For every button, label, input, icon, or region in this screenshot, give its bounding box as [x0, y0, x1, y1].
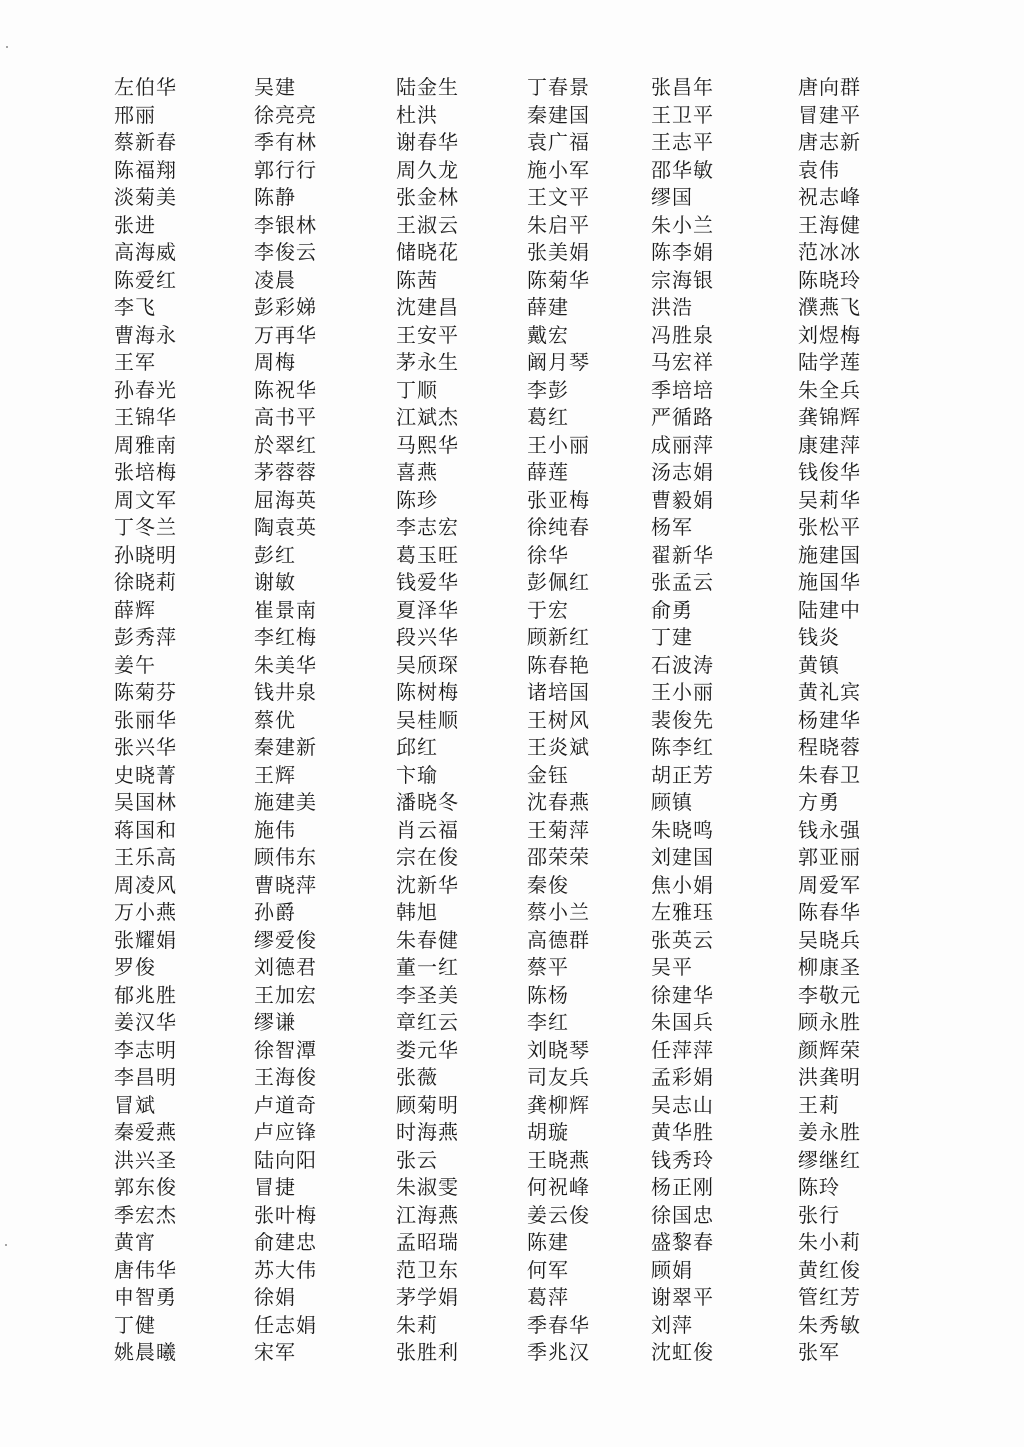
person-name: 曹毅娟 — [651, 487, 714, 512]
person-name: 徐华 — [527, 542, 569, 567]
person-name: 杨军 — [651, 515, 693, 539]
person-name: 谢翠平 — [651, 1285, 714, 1309]
person-name: 诸培国 — [527, 680, 590, 704]
person-name: 康建萍 — [798, 432, 861, 457]
person-name: 李志宏 — [396, 515, 459, 539]
person-name: 马熙华 — [396, 432, 459, 457]
person-name: 王小丽 — [651, 680, 714, 704]
person-name: 季春华 — [527, 1312, 590, 1337]
person-name: 沈虹俊 — [651, 1340, 714, 1364]
person-name: 周雅南 — [114, 432, 177, 457]
person-name: 邵荣荣 — [527, 845, 590, 869]
person-name: 谢敏 — [254, 570, 296, 594]
person-name: 施建国 — [798, 542, 861, 567]
person-name: 彭彩娣 — [254, 295, 317, 319]
person-name: 葛萍 — [527, 1285, 569, 1309]
person-name: 杨建华 — [798, 707, 861, 732]
person-name: 时海燕 — [396, 1120, 459, 1144]
person-name: 朱小莉 — [798, 1230, 861, 1254]
person-name: 邢丽 — [114, 102, 156, 127]
person-name: 周凌风 — [114, 872, 177, 897]
person-name: 万小燕 — [114, 900, 177, 924]
person-name: 陈杨 — [527, 982, 569, 1007]
person-name: 陈菊华 — [527, 267, 590, 292]
person-name: 邱红 — [396, 735, 438, 759]
person-name: 王炎斌 — [527, 735, 590, 759]
person-name: 卢应锋 — [254, 1120, 317, 1144]
person-name: 朱莉 — [396, 1312, 438, 1337]
person-name: 王安平 — [396, 322, 459, 347]
person-name: 汤志娟 — [651, 460, 714, 484]
person-name: 冒建平 — [798, 102, 861, 127]
person-name: 刘建国 — [651, 845, 714, 869]
person-name: 范冰冰 — [798, 240, 861, 264]
person-name: 胡璇 — [527, 1120, 569, 1144]
person-name: 吴桂顺 — [396, 707, 459, 732]
person-name: 陈静 — [254, 185, 296, 209]
person-name: 陈树梅 — [396, 680, 459, 704]
person-name: 冯胜泉 — [651, 322, 714, 347]
person-name: 洪浩 — [651, 295, 693, 319]
person-name: 石波涛 — [651, 652, 714, 677]
person-name: 丁顺 — [396, 377, 438, 402]
person-name: 吴国林 — [114, 790, 177, 814]
person-name: 任萍萍 — [651, 1037, 714, 1062]
person-name: 宋军 — [254, 1340, 296, 1364]
person-name: 史晓菁 — [114, 762, 177, 787]
person-name: 施国华 — [798, 570, 861, 594]
person-name: 彭秀萍 — [114, 625, 177, 649]
person-name: 顾新红 — [527, 625, 590, 649]
person-name: 李圣美 — [396, 982, 459, 1007]
person-name: 施小军 — [527, 157, 590, 182]
person-name: 张昌年 — [651, 75, 714, 99]
person-name: 陆学莲 — [798, 350, 861, 374]
person-name: 冒捷 — [254, 1175, 296, 1199]
person-name: 张金林 — [396, 185, 459, 209]
person-name: 孟彩娟 — [651, 1065, 714, 1089]
person-name: 茅永生 — [396, 350, 459, 374]
person-name: 喜燕 — [396, 460, 438, 484]
person-name: 屈海英 — [254, 487, 317, 512]
person-name: 韩旭 — [396, 900, 438, 924]
person-name: 陈祝华 — [254, 377, 317, 402]
person-name: 徐国忠 — [651, 1202, 714, 1227]
person-name: 王乐高 — [114, 845, 177, 869]
person-name: 秦建新 — [254, 735, 317, 759]
person-name: 蔡小兰 — [527, 900, 590, 924]
person-name: 张胜利 — [396, 1340, 459, 1364]
person-name: 孟昭瑞 — [396, 1230, 459, 1254]
person-name: 崔景南 — [254, 597, 317, 622]
person-name: 于宏 — [527, 597, 569, 622]
person-name: 刘萍 — [651, 1312, 693, 1337]
person-name: 金钰 — [527, 762, 569, 787]
person-name: 何军 — [527, 1257, 569, 1282]
person-name: 张培梅 — [114, 460, 177, 484]
person-name: 孙爵 — [254, 900, 296, 924]
person-name: 方勇 — [798, 790, 840, 814]
person-name: 黄华胜 — [651, 1120, 714, 1144]
person-name: 王小丽 — [527, 432, 590, 457]
person-name: 祝志峰 — [798, 185, 861, 209]
person-name: 朱秀敏 — [798, 1312, 861, 1337]
person-name: 钱井泉 — [254, 680, 317, 704]
person-name: 张叶梅 — [254, 1202, 317, 1227]
person-name: 冒斌 — [114, 1092, 156, 1117]
person-name: 郭东俊 — [114, 1175, 177, 1199]
person-name: 沈春燕 — [527, 790, 590, 814]
person-name: 李红梅 — [254, 625, 317, 649]
person-name: 沈建昌 — [396, 295, 459, 319]
person-name: 李银林 — [254, 212, 317, 237]
person-name: 唐志新 — [798, 130, 861, 154]
person-name: 黄红俊 — [798, 1257, 861, 1282]
person-name: 杜洪 — [396, 102, 438, 127]
person-name: 徐纯春 — [527, 515, 590, 539]
person-name: 钱炎 — [798, 625, 840, 649]
person-name: 茅学娟 — [396, 1285, 459, 1309]
person-name: 凌晨 — [254, 267, 296, 292]
person-name: 陈爱红 — [114, 267, 177, 292]
person-name: 钱俊华 — [798, 460, 861, 484]
person-name: 张耀娟 — [114, 927, 177, 952]
person-name: 邵华敏 — [651, 157, 714, 182]
scan-speck — [6, 46, 8, 48]
person-name: 孙晓明 — [114, 542, 177, 567]
person-name: 徐亮亮 — [254, 102, 317, 127]
person-name: 陈玲 — [798, 1175, 840, 1199]
person-name: 姜午 — [114, 652, 156, 677]
person-name: 缪国 — [651, 185, 693, 209]
person-name: 谢春华 — [396, 130, 459, 154]
person-name: 施伟 — [254, 817, 296, 842]
person-name: 王莉 — [798, 1092, 840, 1117]
person-name: 左雅珏 — [651, 900, 714, 924]
person-name: 徐娟 — [254, 1285, 296, 1309]
person-name: 陶袁英 — [254, 515, 317, 539]
person-name: 蔡新春 — [114, 130, 177, 154]
person-name: 王菊萍 — [527, 817, 590, 842]
person-name: 陈茜 — [396, 267, 438, 292]
person-name: 朱美华 — [254, 652, 317, 677]
person-name: 翟新华 — [651, 542, 714, 567]
person-name: 朱小兰 — [651, 212, 714, 237]
person-name: 蔡优 — [254, 707, 296, 732]
person-name: 成丽萍 — [651, 432, 714, 457]
person-name: 缪继红 — [798, 1147, 861, 1172]
person-name: 顾镇 — [651, 790, 693, 814]
person-name: 郁兆胜 — [114, 982, 177, 1007]
person-name: 吴颀琛 — [396, 652, 459, 677]
person-name: 薛莲 — [527, 460, 569, 484]
person-name: 李彭 — [527, 377, 569, 402]
person-name: 季有林 — [254, 130, 317, 154]
person-name: 章红云 — [396, 1010, 459, 1034]
person-name: 张丽华 — [114, 707, 177, 732]
person-name: 王晓燕 — [527, 1147, 590, 1172]
person-name: 江斌杰 — [396, 405, 459, 429]
person-name: 李红 — [527, 1010, 569, 1034]
person-name: 濮燕飞 — [798, 295, 861, 319]
person-name: 左伯华 — [114, 75, 177, 99]
person-name: 王卫平 — [651, 102, 714, 127]
person-name: 季兆汉 — [527, 1340, 590, 1364]
person-name: 卞瑜 — [396, 762, 438, 787]
person-name: 吴莉华 — [798, 487, 861, 512]
person-name: 宗在俊 — [396, 845, 459, 869]
person-name: 黄礼宾 — [798, 680, 861, 704]
person-name: 王淑云 — [396, 212, 459, 237]
person-name: 朱全兵 — [798, 377, 861, 402]
person-name: 淡菊美 — [114, 185, 177, 209]
person-name: 茅蓉蓉 — [254, 460, 317, 484]
person-name: 陆金生 — [396, 75, 459, 99]
name-list-grid — [114, 74, 878, 1367]
person-name: 钱秀玲 — [651, 1147, 714, 1172]
scan-speck — [5, 1244, 7, 1246]
person-name: 孙春光 — [114, 377, 177, 402]
person-name: 张美娟 — [527, 240, 590, 264]
person-name: 郭亚丽 — [798, 845, 861, 869]
person-name: 朱启平 — [527, 212, 590, 237]
person-name: 陈建 — [527, 1230, 569, 1254]
person-name: 姜永胜 — [798, 1120, 861, 1144]
person-name: 苏大伟 — [254, 1257, 317, 1282]
person-name: 江海燕 — [396, 1202, 459, 1227]
person-name: 宗海银 — [651, 267, 714, 292]
person-name: 焦小娟 — [651, 872, 714, 897]
person-name: 秦建国 — [527, 102, 590, 127]
person-name: 陈晓玲 — [798, 267, 861, 292]
person-name: 钱永强 — [798, 817, 861, 842]
person-name: 葛红 — [527, 405, 569, 429]
person-name: 卢道奇 — [254, 1092, 317, 1117]
person-name: 龚柳辉 — [527, 1092, 590, 1117]
person-name: 蔡平 — [527, 955, 569, 979]
person-name: 王军 — [114, 350, 156, 374]
person-name: 徐建华 — [651, 982, 714, 1007]
person-name: 吴志山 — [651, 1092, 714, 1117]
person-name: 阚月琴 — [527, 350, 590, 374]
person-name: 秦俊 — [527, 872, 569, 897]
person-name: 於翠红 — [254, 432, 317, 457]
person-name: 朱晓鸣 — [651, 817, 714, 842]
person-name: 段兴华 — [396, 625, 459, 649]
person-name: 彭红 — [254, 542, 296, 567]
person-name: 严循路 — [651, 405, 714, 429]
person-name: 薛建 — [527, 295, 569, 319]
person-name: 颜辉荣 — [798, 1037, 861, 1062]
person-name: 葛玉旺 — [396, 542, 459, 567]
person-name: 陈春华 — [798, 900, 861, 924]
person-name: 施建美 — [254, 790, 317, 814]
person-name: 刘德君 — [254, 955, 317, 979]
person-name: 李飞 — [114, 295, 156, 319]
person-name: 顾娟 — [651, 1257, 693, 1282]
person-name: 徐智潭 — [254, 1037, 317, 1062]
person-name: 陈李娟 — [651, 240, 714, 264]
person-name: 周爱军 — [798, 872, 861, 897]
person-name: 俞建忠 — [254, 1230, 317, 1254]
person-name: 盛黎春 — [651, 1230, 714, 1254]
person-name: 董一红 — [396, 955, 459, 979]
person-name: 王文平 — [527, 185, 590, 209]
person-name: 丁建 — [651, 625, 693, 649]
person-name: 陈李红 — [651, 735, 714, 759]
person-name: 郭行行 — [254, 157, 317, 182]
person-name: 万再华 — [254, 322, 317, 347]
person-name: 缪爱俊 — [254, 927, 317, 952]
person-name: 顾永胜 — [798, 1010, 861, 1034]
person-name: 戴宏 — [527, 322, 569, 347]
person-name: 管红芳 — [798, 1285, 861, 1309]
person-name: 刘煜梅 — [798, 322, 861, 347]
person-name: 周久龙 — [396, 157, 459, 182]
person-name: 丁冬兰 — [114, 515, 177, 539]
person-name: 王海俊 — [254, 1065, 317, 1089]
person-name: 周梅 — [254, 350, 296, 374]
person-name: 高海威 — [114, 240, 177, 264]
person-name: 王锦华 — [114, 405, 177, 429]
person-name: 丁春景 — [527, 75, 590, 99]
person-name: 丁健 — [114, 1312, 156, 1337]
person-name: 司友兵 — [527, 1065, 590, 1089]
person-name: 朱淑雯 — [396, 1175, 459, 1199]
person-name: 陈春艳 — [527, 652, 590, 677]
person-name: 钱爱华 — [396, 570, 459, 594]
person-name: 夏泽华 — [396, 597, 459, 622]
person-name: 朱春卫 — [798, 762, 861, 787]
person-name: 吴晓兵 — [798, 927, 861, 952]
person-name: 黄宵 — [114, 1230, 156, 1254]
person-name: 高德群 — [527, 927, 590, 952]
person-name: 曹晓萍 — [254, 872, 317, 897]
person-name: 张云 — [396, 1147, 438, 1172]
person-name: 俞勇 — [651, 597, 693, 622]
person-name: 陆建中 — [798, 597, 861, 622]
person-name: 周文军 — [114, 487, 177, 512]
person-name: 柳康圣 — [798, 955, 861, 979]
person-name: 彭佩红 — [527, 570, 590, 594]
person-name: 曹海永 — [114, 322, 177, 347]
person-name: 唐向群 — [798, 75, 861, 99]
person-name: 张军 — [798, 1340, 840, 1364]
person-name: 程晓蓉 — [798, 735, 861, 759]
person-name: 杨正刚 — [651, 1175, 714, 1199]
person-name: 陈福翔 — [114, 157, 177, 182]
person-name: 李志明 — [114, 1037, 177, 1062]
person-name: 顾菊明 — [396, 1092, 459, 1117]
person-name: 薛辉 — [114, 597, 156, 622]
person-name: 唐伟华 — [114, 1257, 177, 1282]
person-name: 姜云俊 — [527, 1202, 590, 1227]
person-name: 黄镇 — [798, 652, 840, 677]
person-name: 徐晓莉 — [114, 570, 177, 594]
person-name: 范卫东 — [396, 1257, 459, 1282]
person-name: 李敬元 — [798, 982, 861, 1007]
person-name: 姚晨曦 — [114, 1340, 177, 1364]
person-name: 袁广福 — [527, 130, 590, 154]
person-name: 秦爱燕 — [114, 1120, 177, 1144]
person-name: 潘晓冬 — [396, 790, 459, 814]
person-name: 王树风 — [527, 707, 590, 732]
person-name: 娄元华 — [396, 1037, 459, 1062]
person-name: 陈菊芬 — [114, 680, 177, 704]
person-name: 王加宏 — [254, 982, 317, 1007]
person-name: 洪兴圣 — [114, 1147, 177, 1172]
person-name: 沈新华 — [396, 872, 459, 897]
person-name: 张薇 — [396, 1065, 438, 1089]
person-name: 张进 — [114, 212, 156, 237]
person-name: 蒋国和 — [114, 817, 177, 842]
person-name: 储晓花 — [396, 240, 459, 264]
person-name: 李俊云 — [254, 240, 317, 264]
person-name: 裴俊先 — [651, 707, 714, 732]
person-name: 张英云 — [651, 927, 714, 952]
person-name: 王辉 — [254, 762, 296, 787]
person-name: 罗俊 — [114, 955, 156, 979]
person-name: 申智勇 — [114, 1285, 177, 1309]
person-name: 李昌明 — [114, 1065, 177, 1089]
person-name: 王海健 — [798, 212, 861, 237]
person-name: 何祝峰 — [527, 1175, 590, 1199]
person-name: 张松平 — [798, 515, 861, 539]
person-name: 肖云福 — [396, 817, 459, 842]
person-name: 马宏祥 — [651, 350, 714, 374]
person-name: 任志娟 — [254, 1312, 317, 1337]
person-name: 胡正芳 — [651, 762, 714, 787]
person-name: 刘晓琴 — [527, 1037, 590, 1062]
person-name: 陆向阳 — [254, 1147, 317, 1172]
person-name: 吴建 — [254, 75, 296, 99]
person-name: 张亚梅 — [527, 487, 590, 512]
person-name: 姜汉华 — [114, 1010, 177, 1034]
person-name: 袁伟 — [798, 157, 840, 182]
person-name: 洪龚明 — [798, 1065, 861, 1089]
person-name: 张兴华 — [114, 735, 177, 759]
person-name: 陈珍 — [396, 487, 438, 512]
person-name: 季宏杰 — [114, 1202, 177, 1227]
person-name: 吴平 — [651, 955, 693, 979]
person-name: 朱春健 — [396, 927, 459, 952]
person-name: 王志平 — [651, 130, 714, 154]
person-name: 顾伟东 — [254, 845, 317, 869]
person-name: 张行 — [798, 1202, 840, 1227]
person-name: 龚锦辉 — [798, 405, 861, 429]
person-name: 张孟云 — [651, 570, 714, 594]
person-name: 季培培 — [651, 377, 714, 402]
person-name: 缪谦 — [254, 1010, 296, 1034]
person-name: 高书平 — [254, 405, 317, 429]
person-name: 朱国兵 — [651, 1010, 714, 1034]
